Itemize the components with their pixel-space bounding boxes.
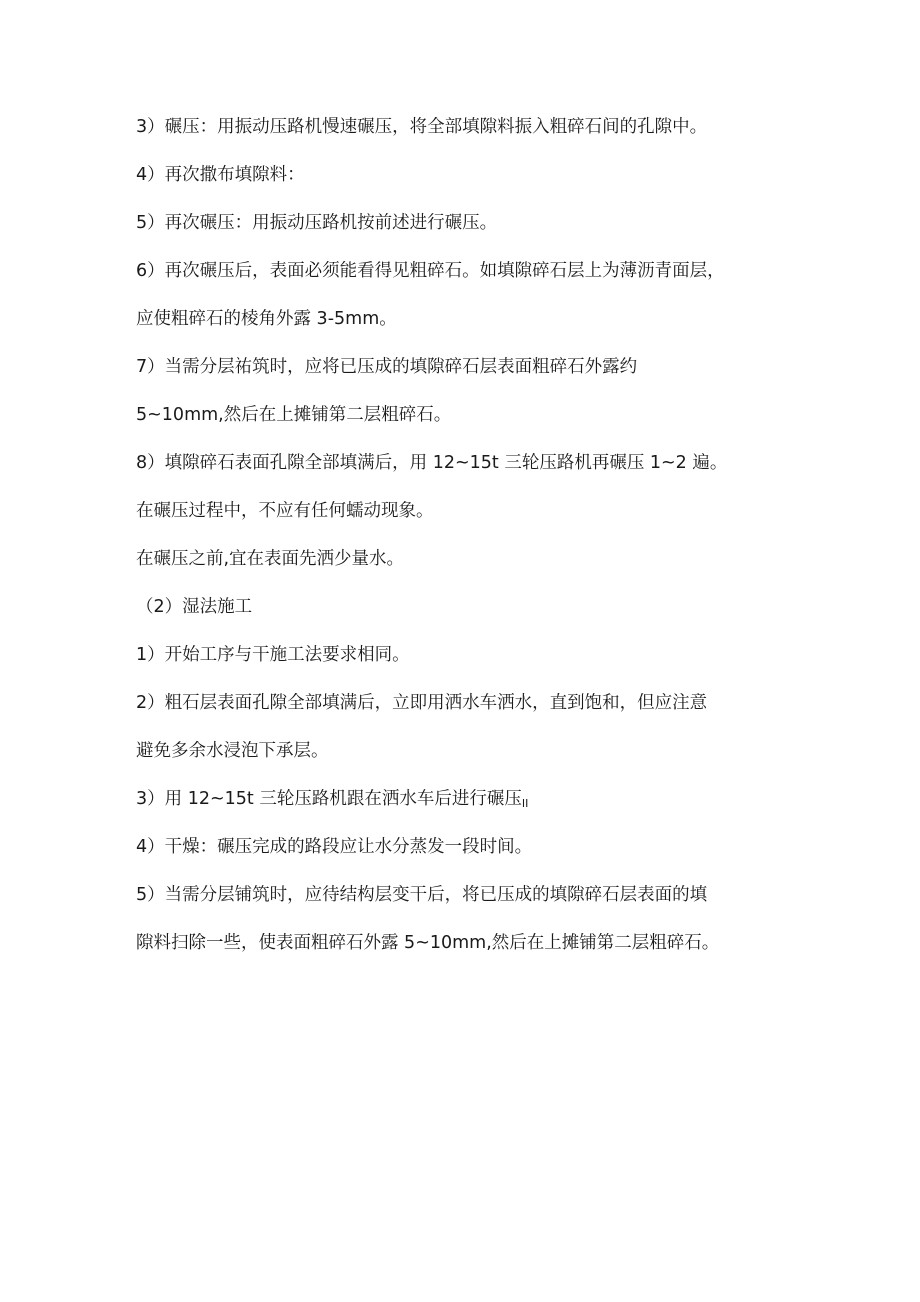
paragraph-line-text: 3）用 12~15t 三轮压路机跟在洒水车后进行碾压 <box>136 789 522 809</box>
paragraph-line: 7）当需分层祐筑时，应将已压成的填隙碎石层表面粗碎石外露约 <box>136 357 638 377</box>
paragraph-line: 5）当需分层铺筑时，应待结构层变干后，将已压成的填隙碎石层表面的填 <box>136 885 708 905</box>
paragraph-line: 应使粗碎石的棱角外露 3-5mm。 <box>136 309 397 329</box>
paragraph-line: 5~10mm,然后在上摊铺第二层粗碎石。 <box>136 405 452 425</box>
paragraph-line: 在碾压过程中，不应有任何蠕动现象。 <box>136 501 434 521</box>
section-heading: （2）湿法施工 <box>136 597 253 617</box>
paragraph-line: 3）碾压：用振动压路机慢速碾压，将全部填隙料振入粗碎石间的孔隙中。 <box>136 117 708 137</box>
paragraph-line: 在碾压之前,宜在表面先洒少量水。 <box>136 549 405 569</box>
paragraph-line: 5）再次碾压：用振动压路机按前述进行碾压。 <box>136 213 498 233</box>
paragraph-line: 隙料扫除一些，使表面粗碎石外露 5~10mm,然后在上摊铺第二层粗碎石。 <box>136 933 720 953</box>
paragraph-line: 4）再次撒布填隙料： <box>136 165 305 185</box>
stray-mark: II <box>521 797 529 810</box>
paragraph-line: 避免多余水浸泡下承层。 <box>136 741 329 761</box>
paragraph-line: 1）开始工序与干施工法要求相同。 <box>136 645 410 665</box>
paragraph-line: 8）填隙碎石表面孔隙全部填满后，用 12~15t 三轮压路机再碾压 1~2 遍。 <box>136 453 728 473</box>
paragraph-line: 2）粗石层表面孔隙全部填满后，立即用洒水车洒水，直到饱和，但应注意 <box>136 693 708 713</box>
paragraph-line: 6）再次碾压后，表面必须能看得见粗碎石。如填隙碎石层上为薄沥青面层， <box>136 261 725 281</box>
paragraph-line: 4）干燥：碾压完成的路段应让水分蒸发一段时间。 <box>136 837 533 857</box>
document-body <box>136 112 806 976</box>
paragraph-line <box>136 784 806 814</box>
